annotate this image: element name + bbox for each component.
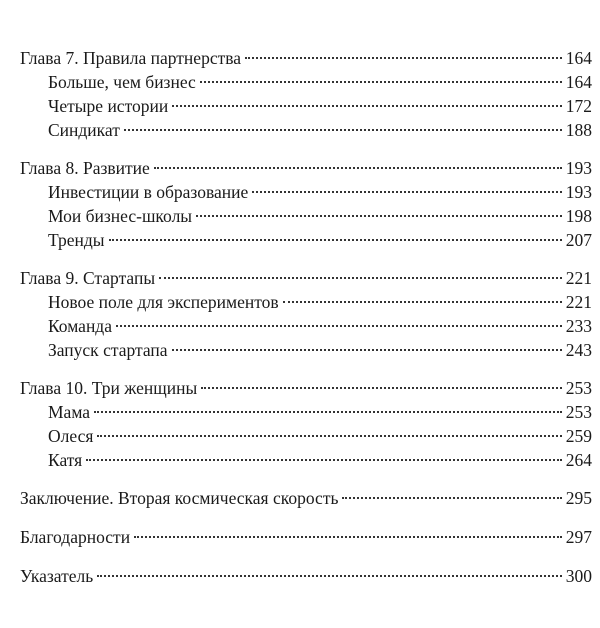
toc-entry-chapter — [20, 46, 592, 70]
page-number: 172 — [565, 96, 592, 116]
section-title: Тренды — [48, 230, 105, 250]
page-number: 193 — [565, 158, 592, 178]
dot-leader — [116, 325, 562, 327]
toc-entry-section — [20, 400, 592, 424]
entry-title: Благодарности — [20, 527, 131, 547]
section-title: Синдикат — [48, 120, 120, 140]
toc-entry-chapter — [20, 376, 592, 400]
chapter-7-group — [20, 46, 592, 142]
entry-title: Указатель — [20, 566, 94, 586]
page-number: 264 — [565, 450, 592, 470]
back-matter-conclusion — [20, 486, 592, 510]
section-title: Четыре истории — [48, 96, 169, 116]
page-number: 164 — [565, 48, 592, 68]
dot-leader — [201, 387, 562, 389]
toc-entry-back-matter — [20, 564, 592, 588]
toc-entry-back-matter — [20, 525, 592, 549]
page-number: 300 — [565, 566, 592, 586]
page-number: 164 — [565, 72, 592, 92]
page-number: 221 — [565, 268, 592, 288]
section-title: Больше, чем бизнес — [48, 72, 196, 92]
page-number: 259 — [565, 426, 592, 446]
page-number: 297 — [565, 527, 592, 547]
chapter-9-group — [20, 266, 592, 362]
dot-leader — [172, 105, 562, 107]
toc-entry-section — [20, 94, 592, 118]
back-matter-acknowledgements — [20, 525, 592, 549]
section-title: Мои бизнес-школы — [48, 206, 193, 226]
table-of-contents — [20, 46, 592, 603]
section-title: Инвестиции в образование — [48, 182, 249, 202]
dot-leader — [200, 81, 562, 83]
section-title: Катя — [48, 450, 83, 470]
toc-entry-chapter — [20, 266, 592, 290]
chapter-title: Глава 9. Стартапы — [20, 268, 156, 288]
toc-entry-chapter — [20, 156, 592, 180]
dot-leader — [154, 167, 562, 169]
toc-entry-section — [20, 180, 592, 204]
dot-leader — [94, 411, 562, 413]
chapter-10-group — [20, 376, 592, 472]
page-number: 193 — [565, 182, 592, 202]
page-number: 207 — [565, 230, 592, 250]
toc-entry-section — [20, 228, 592, 252]
section-title: Олеся — [48, 426, 94, 446]
chapter-title: Глава 10. Три женщины — [20, 378, 198, 398]
section-title: Запуск стартапа — [48, 340, 168, 360]
section-title: Команда — [48, 316, 112, 336]
dot-leader — [196, 215, 562, 217]
chapter-title: Глава 7. Правила партнерства — [20, 48, 242, 68]
section-title: Мама — [48, 402, 91, 422]
page-number: 253 — [565, 378, 592, 398]
page-number: 295 — [565, 488, 592, 508]
dot-leader — [245, 57, 562, 59]
dot-leader — [97, 435, 561, 437]
page-number: 243 — [565, 340, 592, 360]
dot-leader — [252, 191, 561, 193]
dot-leader — [283, 301, 562, 303]
page-number: 253 — [565, 402, 592, 422]
toc-entry-section — [20, 338, 592, 362]
section-title: Новое поле для экспериментов — [48, 292, 279, 312]
dot-leader — [86, 459, 562, 461]
toc-entry-section — [20, 314, 592, 338]
toc-entry-section — [20, 290, 592, 314]
page-number: 188 — [565, 120, 592, 140]
dot-leader — [97, 575, 562, 577]
dot-leader — [134, 536, 562, 538]
chapter-8-group — [20, 156, 592, 252]
dot-leader — [159, 277, 562, 279]
dot-leader — [342, 497, 561, 499]
entry-title: Заключение. Вторая космическая скорость — [20, 488, 339, 508]
toc-entry-section — [20, 118, 592, 142]
toc-entry-section — [20, 70, 592, 94]
toc-entry-back-matter — [20, 486, 592, 510]
chapter-title: Глава 8. Развитие — [20, 158, 150, 178]
page-number: 198 — [565, 206, 592, 226]
toc-entry-section — [20, 204, 592, 228]
dot-leader — [124, 129, 562, 131]
page-number: 221 — [565, 292, 592, 312]
dot-leader — [172, 349, 562, 351]
toc-entry-section — [20, 424, 592, 448]
toc-entry-section — [20, 448, 592, 472]
back-matter-index — [20, 564, 592, 588]
dot-leader — [109, 239, 562, 241]
page-number: 233 — [565, 316, 592, 336]
